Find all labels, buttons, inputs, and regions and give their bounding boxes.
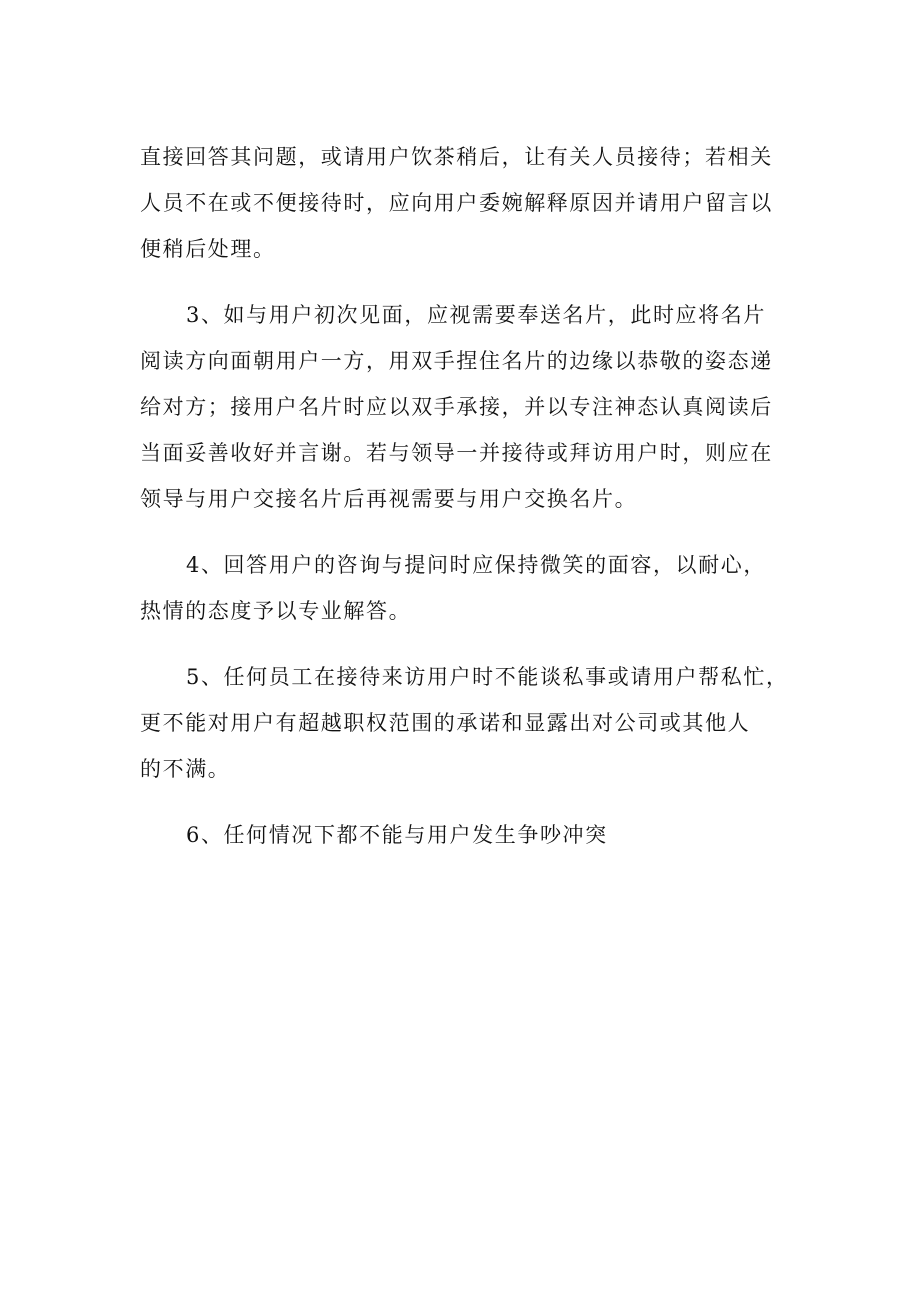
text-line: 便稍后处理。 [140, 237, 276, 261]
text-line: 直接回答其问题，或请用户饮茶稍后，让有关人员接待；若相关 [140, 145, 773, 169]
text-line: 4、回答用户的咨询与提问时应保持微笑的面容，以耐心， [186, 553, 766, 577]
paragraph-item-5 [140, 654, 800, 792]
text-line: 给对方；接用户名片时应以双手承接，并以专注神态认真阅读后 [140, 395, 773, 419]
paragraph-gap [140, 272, 800, 292]
text-line: 更不能对用户有超越职权范围的承诺和显露出对公司或其他人 [140, 711, 751, 735]
paragraph-item-6 [140, 812, 800, 858]
text-line: 的不满。 [140, 757, 231, 781]
paragraph-gap [140, 634, 800, 654]
text-line: 3、如与用户初次见面，应视需要奉送名片，此时应将名片 [186, 303, 766, 327]
paragraph-continuation [140, 134, 800, 272]
paragraph-item-4 [140, 542, 800, 634]
paragraph-item-3 [140, 292, 800, 522]
document-body [140, 134, 800, 858]
text-line: 5、任何员工在接待来访用户时不能谈私事或请用户帮私忙， [186, 665, 789, 689]
text-line: 热情的态度予以专业解答。 [140, 599, 412, 623]
text-line: 6、任何情况下都不能与用户发生争吵冲突 [186, 823, 608, 847]
text-line: 人员不在或不便接待时，应向用户委婉解释原因并请用户留言以 [140, 191, 773, 215]
text-line: 阅读方向面朝用户一方，用双手捏住名片的边缘以恭敬的姿态递 [140, 349, 773, 373]
paragraph-gap [140, 522, 800, 542]
text-line: 领导与用户交接名片后再视需要与用户交换名片。 [140, 487, 638, 511]
text-line: 当面妥善收好并言谢。若与领导一并接待或拜访用户时，则应在 [140, 441, 773, 465]
paragraph-gap [140, 792, 800, 812]
